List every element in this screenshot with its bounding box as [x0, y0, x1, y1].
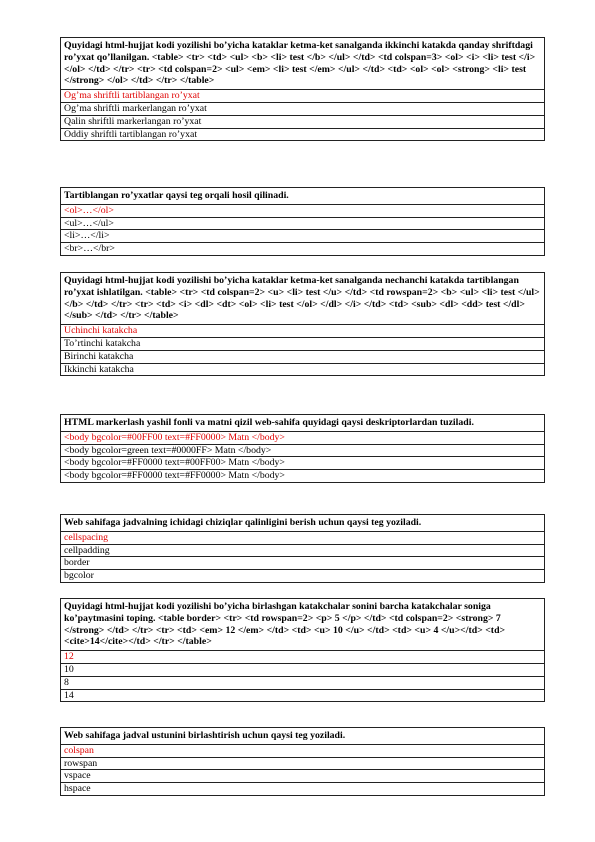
- question-text: Tartiblangan ro’yxatlar qaysi teg orqali hosil qilinadi.: [61, 188, 545, 205]
- question-table-6: [60, 598, 545, 702]
- answer-option: 14: [61, 689, 545, 702]
- answer-correct: 12: [61, 651, 545, 664]
- answer-correct: Uchinchi katakcha: [61, 325, 545, 338]
- answer-correct: <body bgcolor=#00FF00 text=#FF0000> Matn </body>: [61, 431, 545, 444]
- answer-option: bgcolor: [61, 570, 545, 583]
- answer-option: <body bgcolor=#FF0000 text=#00FF00> Matn </body>: [61, 457, 545, 470]
- answer-correct: cellspacing: [61, 531, 545, 544]
- answer-option: <ul>…</ul>: [61, 217, 545, 230]
- question-text: HTML markerlash yashil fonli va matni qizil web-sahifa quyidagi qaysi deskriptorlardan tuziladi.: [61, 415, 545, 432]
- answer-option: hspace: [61, 783, 545, 796]
- question-table-4: [60, 414, 545, 483]
- answer-option: Oddiy shriftli tartiblangan ro’yxat: [61, 128, 545, 141]
- question-text: Web sahifaga jadvalning ichidagi chiziqlar qalinligini berish uchun qaysi teg yoziladi.: [61, 515, 545, 532]
- answer-option: <br>…</br>: [61, 243, 545, 256]
- question-text: Quyidagi html-hujjat kodi yozilishi bo’yicha birlashgan katakchalar sonini barcha katakchalar soniga ko’paytmasini toping. <table border> <tr> <td rowspan=2> <p> 5 </p> </td> <td colspan=2> <strong> 7 </strong> </td> </tr> <tr> <td> <em> 12 </em> </td> <td> <u> 10 </u> </td> <td> <u> 4 </u></td> <td><cite>14</cite></td> </tr> </table>: [61, 599, 545, 651]
- question-text: Quyidagi html-hujjat kodi yozilishi bo’yicha kataklar ketma-ket sanalganda ikkinchi katakda qanday shriftdagi ro’yxat qo’llanilgan. <table> <tr> <td> <ul> <b> <li> test </b> </ul> </td> <td colspan=3> <ol> <i> <li> test </i></ol> </td> </tr> <tr> <td colspan=2> <ul> <em> <li> test </em> </ul> </td> <td> <ol> <ol> <strong> <li> test </strong> </ol> </td> </tr> </table>: [61, 38, 545, 90]
- answer-option: border: [61, 557, 545, 570]
- answer-option: cellpadding: [61, 544, 545, 557]
- question-table-3: [60, 272, 545, 376]
- answer-option: Og’ma shriftli markerlangan ro’yxat: [61, 102, 545, 115]
- answer-option: rowspan: [61, 757, 545, 770]
- answer-option: vspace: [61, 770, 545, 783]
- answer-option: Birinchi katakcha: [61, 350, 545, 363]
- question-table-7: [60, 727, 545, 796]
- question-table-1: [60, 37, 545, 141]
- question-text: Web sahifaga jadval ustunini birlashtirish uchun qaysi teg yoziladi.: [61, 728, 545, 745]
- answer-option: <li>…</li>: [61, 230, 545, 243]
- answer-option: Ikkinchi katakcha: [61, 363, 545, 376]
- answer-correct: <ol>…</ol>: [61, 204, 545, 217]
- answer-option: <body bgcolor=#FF0000 text=#FF0000> Matn </body>: [61, 470, 545, 483]
- answer-option: Qalin shriftli markerlangan ro’yxat: [61, 115, 545, 128]
- answer-option: To’rtinchi katakcha: [61, 337, 545, 350]
- question-text: Quyidagi html-hujjat kodi yozilishi bo’yicha kataklar ketma-ket sanalganda nechanchi katakda tartiblangan ro’yxat ishlatilgan. <table> <tr> <td colspan=2> <u> <li> test </u> </td> <td rowspan=2> <b> <ul> <li> test </ul> </b> </td> </tr> <tr> <td> <i> <dl> <dt> <ol> <li> test </ol> </dl> </i> </td> <td> <sub> <dl> <dd> test </dl> </sub> </td> </tr> </table>: [61, 273, 545, 325]
- answer-correct: Og’ma shriftli tartiblangan ro’yxat: [61, 90, 545, 103]
- answer-correct: colspan: [61, 744, 545, 757]
- answer-option: <body bgcolor=green text=#0000FF> Matn </body>: [61, 444, 545, 457]
- question-table-2: [60, 187, 545, 256]
- answer-option: 8: [61, 676, 545, 689]
- question-table-5: [60, 514, 545, 583]
- answer-option: 10: [61, 663, 545, 676]
